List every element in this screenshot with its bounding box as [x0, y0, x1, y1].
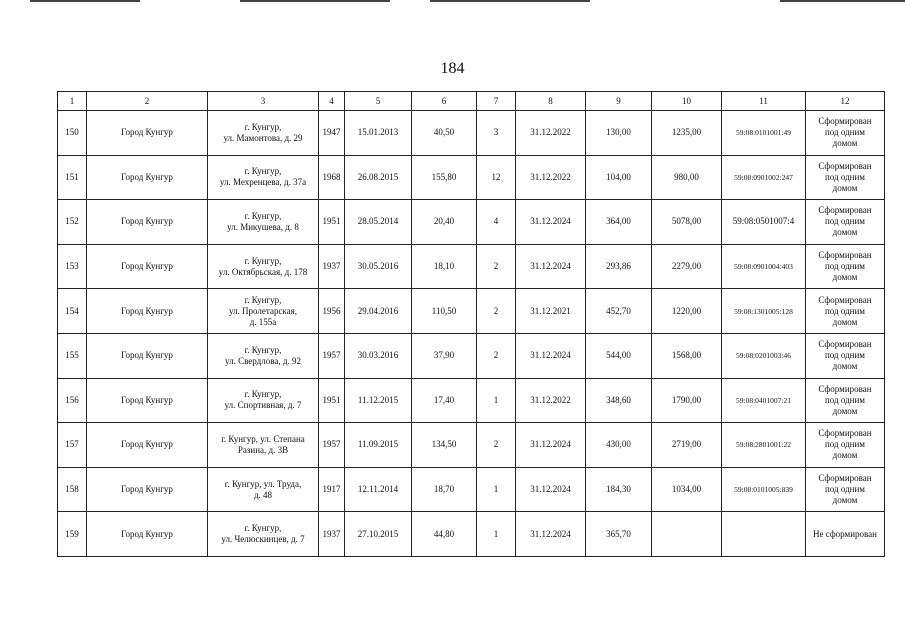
status-cell: Сформирован под одним домом [806, 289, 885, 334]
status-cell: Не сформирован [806, 512, 885, 557]
count-cell: 4 [477, 200, 516, 245]
value-cell: 1220,00 [652, 289, 722, 334]
municipality-cell: Город Кунгур [87, 200, 208, 245]
municipality-cell: Город Кунгур [87, 333, 208, 378]
count-cell: 2 [477, 423, 516, 468]
area-cell: 155,80 [412, 155, 477, 200]
table-row [58, 111, 885, 156]
address-cell: г. Кунгур, ул. Труда, д. 48 [208, 467, 319, 512]
value-cell: 544,00 [586, 333, 652, 378]
row-number-cell: 155 [58, 333, 87, 378]
value-cell: 130,00 [586, 111, 652, 156]
year-built-cell: 1957 [319, 423, 345, 468]
municipality-cell: Город Кунгур [87, 423, 208, 468]
value-cell: 5078,00 [652, 200, 722, 245]
row-number-cell: 157 [58, 423, 87, 468]
value-cell: 364,00 [586, 200, 652, 245]
value-cell: 430,00 [586, 423, 652, 468]
municipality-cell: Город Кунгур [87, 378, 208, 423]
page-number: 184 [440, 60, 465, 77]
count-cell: 1 [477, 467, 516, 512]
year-built-cell: 1917 [319, 467, 345, 512]
cadastral-number-cell: 59:08:0901002:247 [722, 155, 806, 200]
address-cell: г. Кунгур, ул. Мамонтова, д. 29 [208, 111, 319, 156]
row-number-cell: 159 [58, 512, 87, 557]
value-cell: 293,86 [586, 244, 652, 289]
date-cell: 28.05.2014 [345, 200, 412, 245]
year-built-cell: 1947 [319, 111, 345, 156]
table-row [58, 289, 885, 334]
row-number-cell: 156 [58, 378, 87, 423]
area-cell: 37,90 [412, 333, 477, 378]
municipality-cell: Город Кунгур [87, 111, 208, 156]
area-cell: 18,10 [412, 244, 477, 289]
row-number-cell: 153 [58, 244, 87, 289]
value-cell: 452,70 [586, 289, 652, 334]
year-built-cell: 1957 [319, 333, 345, 378]
area-cell: 20,40 [412, 200, 477, 245]
date-cell: 30.05.2016 [345, 244, 412, 289]
row-number-cell: 150 [58, 111, 87, 156]
column-header: 4 [319, 92, 345, 111]
value-cell: 1235,00 [652, 111, 722, 156]
cadastral-number-cell: 59:08:0901004:403 [722, 244, 806, 289]
address-cell: г. Кунгур, ул. Свердлова, д. 92 [208, 333, 319, 378]
deadline-cell: 31.12.2024 [516, 423, 586, 468]
status-cell: Сформирован под одним домом [806, 111, 885, 156]
table-row [58, 423, 885, 468]
value-cell: 2279,00 [652, 244, 722, 289]
top-edge-rule [430, 0, 590, 2]
table-body [58, 111, 885, 557]
column-header: 5 [345, 92, 412, 111]
date-cell: 26.08.2015 [345, 155, 412, 200]
table-row [58, 467, 885, 512]
area-cell: 18,70 [412, 467, 477, 512]
row-number-cell: 158 [58, 467, 87, 512]
count-cell: 3 [477, 111, 516, 156]
deadline-cell: 31.12.2024 [516, 512, 586, 557]
cadastral-number-cell: 59:08:1301005:128 [722, 289, 806, 334]
table-row [58, 333, 885, 378]
year-built-cell: 1951 [319, 200, 345, 245]
address-cell: г. Кунгур, ул. Пролетарская, д. 155а [208, 289, 319, 334]
value-cell: 2719,00 [652, 423, 722, 468]
date-cell: 30.03.2016 [345, 333, 412, 378]
deadline-cell: 31.12.2022 [516, 111, 586, 156]
municipality-cell: Город Кунгур [87, 467, 208, 512]
value-cell: 348,60 [586, 378, 652, 423]
top-edge-rule [30, 0, 140, 2]
value-cell [652, 512, 722, 557]
year-built-cell: 1937 [319, 244, 345, 289]
count-cell: 2 [477, 289, 516, 334]
count-cell: 2 [477, 244, 516, 289]
column-header: 8 [516, 92, 586, 111]
value-cell: 365,70 [586, 512, 652, 557]
value-cell: 104,00 [586, 155, 652, 200]
date-cell: 11.12.2015 [345, 378, 412, 423]
column-header: 2 [87, 92, 208, 111]
row-number-cell: 152 [58, 200, 87, 245]
value-cell: 1790,00 [652, 378, 722, 423]
area-cell: 40,50 [412, 111, 477, 156]
cadastral-number-cell: 59:08:0201003:46 [722, 333, 806, 378]
status-cell: Сформирован под одним домом [806, 244, 885, 289]
year-built-cell: 1937 [319, 512, 345, 557]
address-cell: г. Кунгур, ул. Степана Разина, д. 3В [208, 423, 319, 468]
table-row [58, 200, 885, 245]
column-header: 9 [586, 92, 652, 111]
status-cell: Сформирован под одним домом [806, 155, 885, 200]
column-header: 11 [722, 92, 806, 111]
status-cell: Сформирован под одним домом [806, 378, 885, 423]
value-cell: 184,30 [586, 467, 652, 512]
cadastral-number-cell: 59:08:2801001:22 [722, 423, 806, 468]
count-cell: 1 [477, 512, 516, 557]
deadline-cell: 31.12.2022 [516, 378, 586, 423]
deadline-cell: 31.12.2024 [516, 244, 586, 289]
date-cell: 11.09.2015 [345, 423, 412, 468]
area-cell: 134,50 [412, 423, 477, 468]
municipality-cell: Город Кунгур [87, 244, 208, 289]
address-cell: г. Кунгур, ул. Спортивная, д. 7 [208, 378, 319, 423]
column-header: 1 [58, 92, 87, 111]
column-header: 12 [806, 92, 885, 111]
count-cell: 12 [477, 155, 516, 200]
status-cell: Сформирован под одним домом [806, 467, 885, 512]
deadline-cell: 31.12.2021 [516, 289, 586, 334]
status-cell: Сформирован под одним домом [806, 200, 885, 245]
year-built-cell: 1951 [319, 378, 345, 423]
cadastral-number-cell: 59:08:0101005:839 [722, 467, 806, 512]
deadline-cell: 31.12.2024 [516, 333, 586, 378]
year-built-cell: 1956 [319, 289, 345, 334]
area-cell: 44,80 [412, 512, 477, 557]
value-cell: 1034,00 [652, 467, 722, 512]
table-row [58, 155, 885, 200]
deadline-cell: 31.12.2022 [516, 155, 586, 200]
area-cell: 17,40 [412, 378, 477, 423]
table-row [58, 512, 885, 557]
status-cell: Сформирован под одним домом [806, 423, 885, 468]
row-number-cell: 154 [58, 289, 87, 334]
value-cell: 980,00 [652, 155, 722, 200]
date-cell: 15.01.2013 [345, 111, 412, 156]
column-header: 7 [477, 92, 516, 111]
date-cell: 27.10.2015 [345, 512, 412, 557]
row-number-cell: 151 [58, 155, 87, 200]
register-table [57, 91, 885, 557]
column-header: 10 [652, 92, 722, 111]
value-cell: 1568,00 [652, 333, 722, 378]
count-cell: 1 [477, 378, 516, 423]
column-header: 6 [412, 92, 477, 111]
year-built-cell: 1968 [319, 155, 345, 200]
column-number-row [58, 92, 885, 111]
deadline-cell: 31.12.2024 [516, 200, 586, 245]
table-row [58, 244, 885, 289]
address-cell: г. Кунгур, ул. Октябрьская, д. 178 [208, 244, 319, 289]
top-edge-rule [780, 0, 905, 2]
date-cell: 12.11.2014 [345, 467, 412, 512]
top-edge-rule [240, 0, 390, 2]
cadastral-number-cell: 59:08:0101001:49 [722, 111, 806, 156]
deadline-cell: 31.12.2024 [516, 467, 586, 512]
address-cell: г. Кунгур, ул. Микушева, д. 8 [208, 200, 319, 245]
column-header: 3 [208, 92, 319, 111]
status-cell: Сформирован под одним домом [806, 333, 885, 378]
area-cell: 110,50 [412, 289, 477, 334]
municipality-cell: Город Кунгур [87, 512, 208, 557]
cadastral-number-cell: 59:08:0401007:21 [722, 378, 806, 423]
address-cell: г. Кунгур, ул. Мехренцева, д. 37а [208, 155, 319, 200]
date-cell: 29.04.2016 [345, 289, 412, 334]
count-cell: 2 [477, 333, 516, 378]
table-row [58, 378, 885, 423]
cadastral-number-cell: 59:08:0501007:4 [722, 200, 806, 245]
address-cell: г. Кунгур, ул. Челюскинцев, д. 7 [208, 512, 319, 557]
municipality-cell: Город Кунгур [87, 289, 208, 334]
cadastral-number-cell [722, 512, 806, 557]
municipality-cell: Город Кунгур [87, 155, 208, 200]
